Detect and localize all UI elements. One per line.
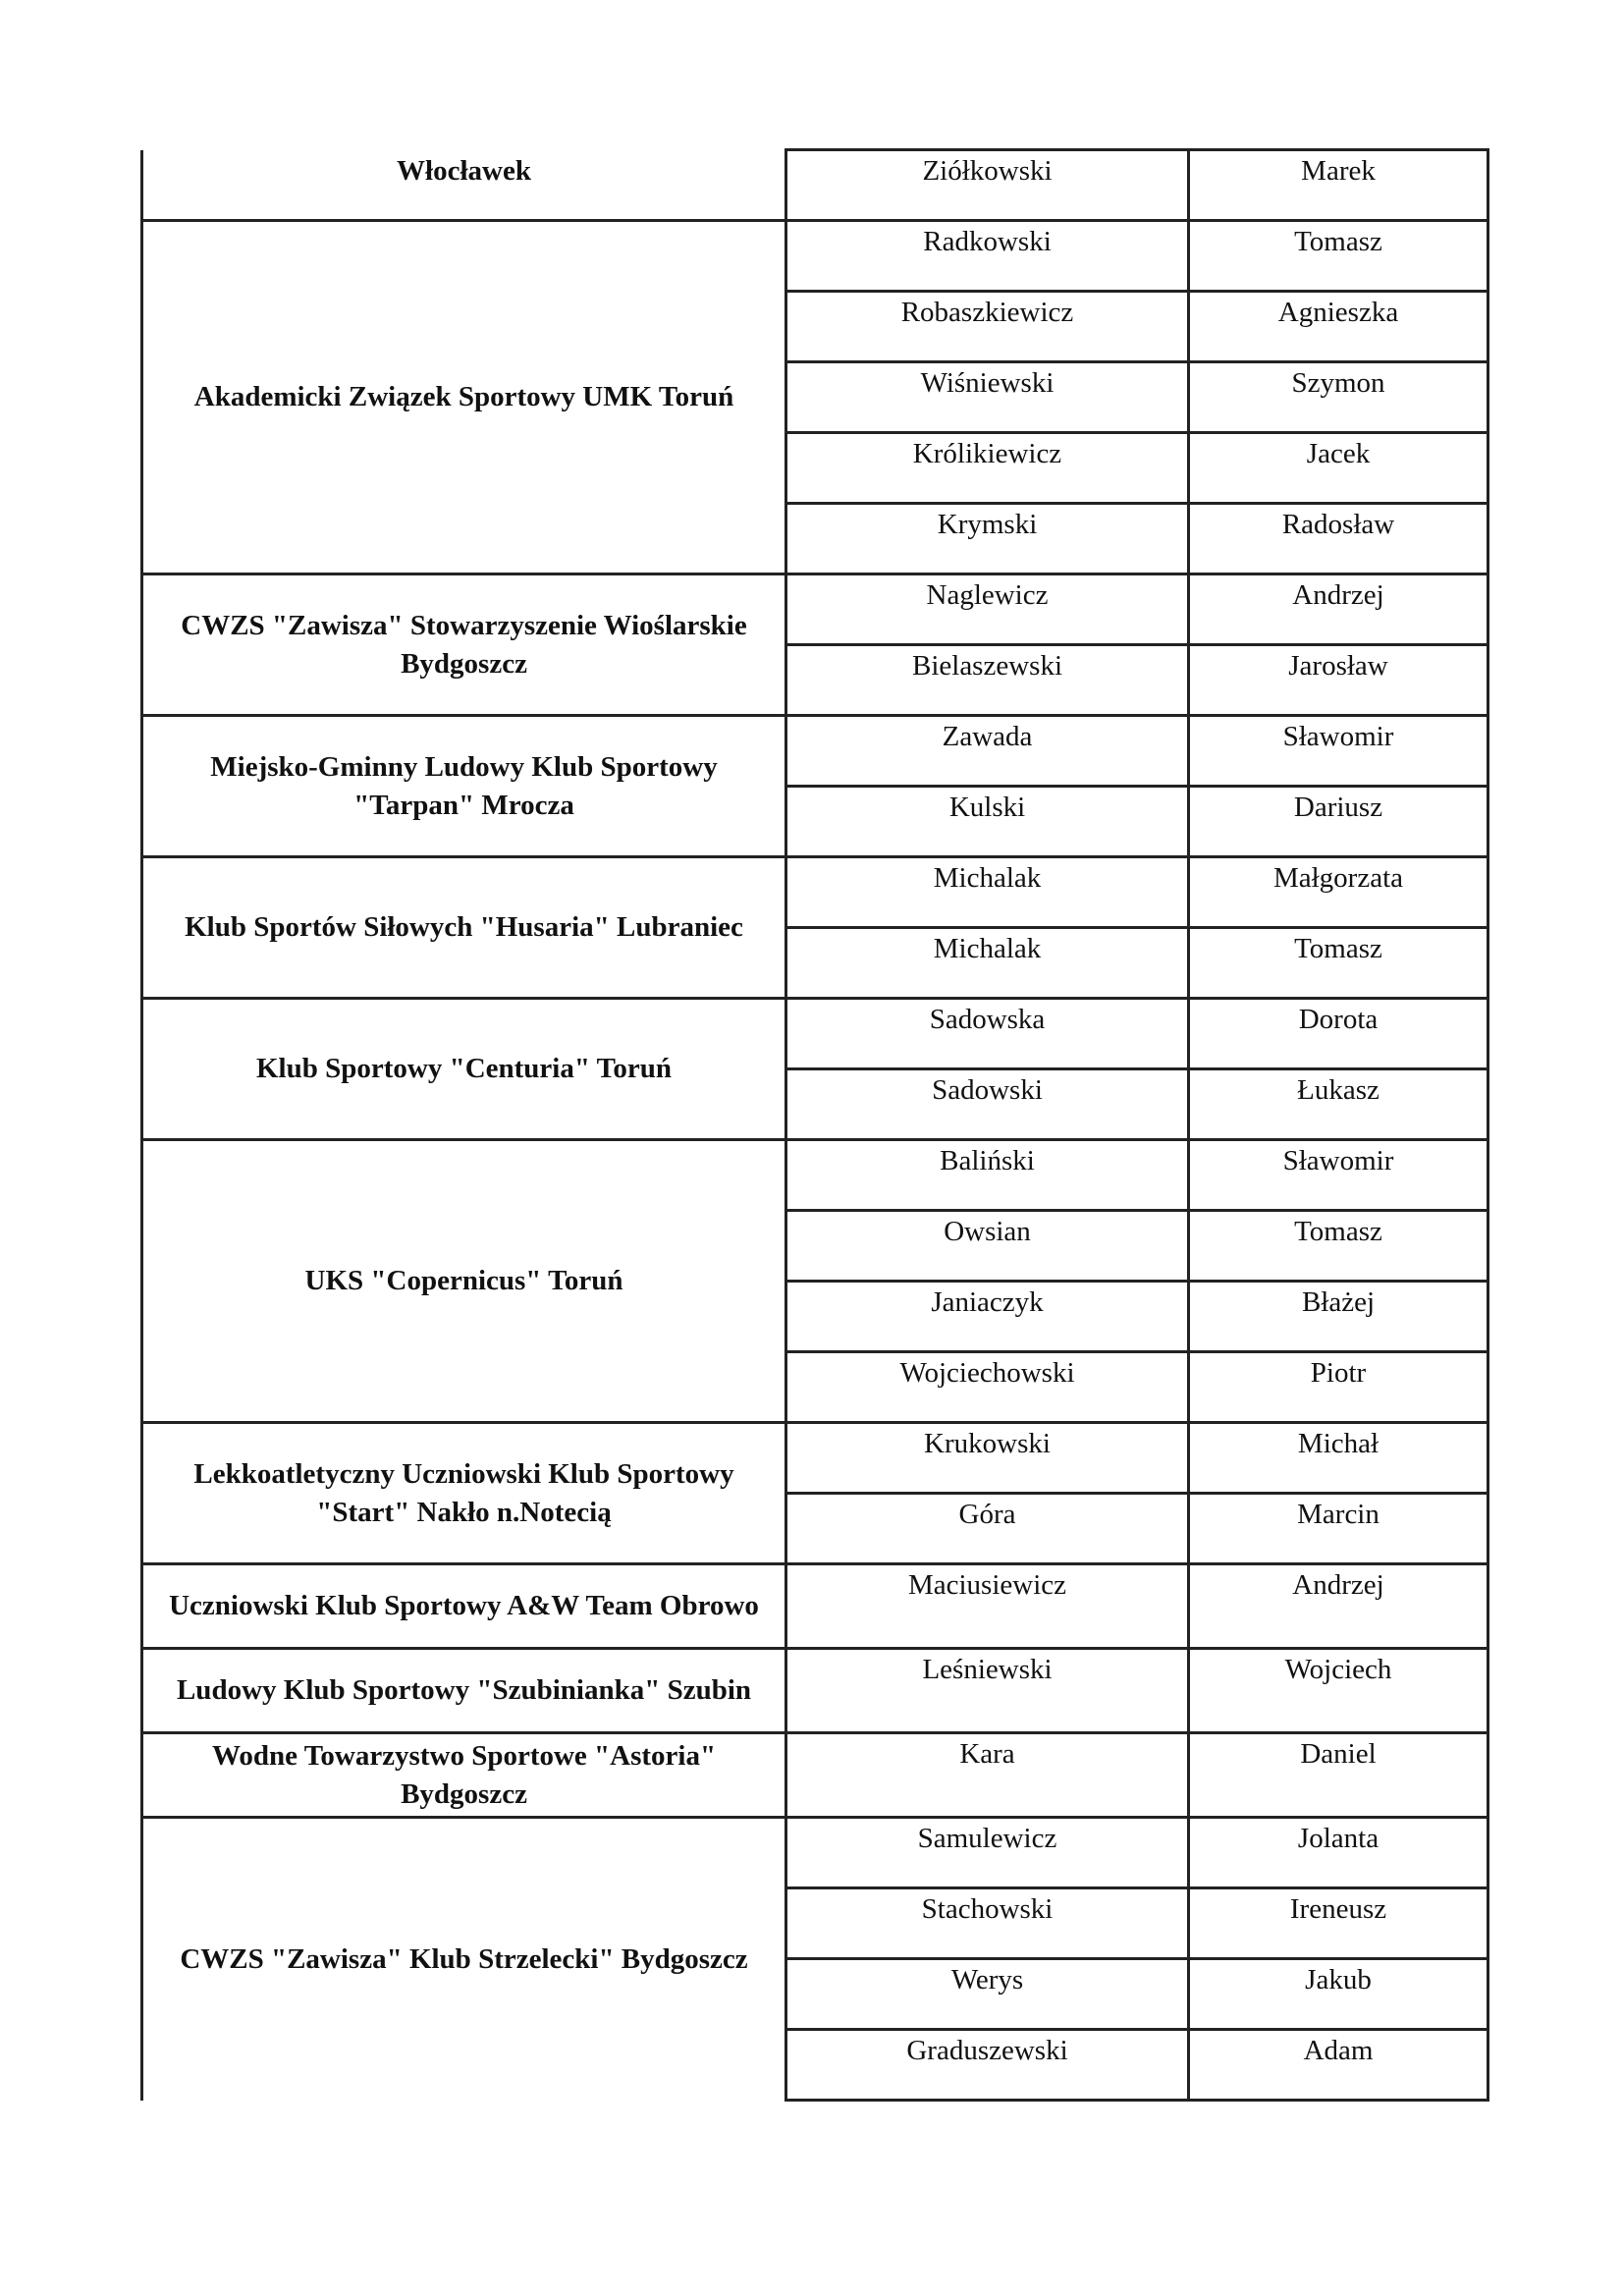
club-name-cell: UKS "Copernicus" Toruń xyxy=(142,1140,786,1423)
first-name-cell: Tomasz xyxy=(1189,928,1488,999)
surname-cell: Leśniewski xyxy=(786,1649,1189,1733)
first-name-cell: Ireneusz xyxy=(1189,1888,1488,1959)
first-name-cell: Błażej xyxy=(1189,1282,1488,1352)
surname-cell: Kulski xyxy=(786,787,1189,857)
first-name-cell: Daniel xyxy=(1189,1733,1488,1818)
members-table-body xyxy=(142,150,1488,2101)
first-name-cell: Agnieszka xyxy=(1189,292,1488,362)
club-name-cell: Ludowy Klub Sportowy "Szubinianka" Szubin xyxy=(142,1649,786,1733)
surname-cell: Stachowski xyxy=(786,1888,1189,1959)
first-name-cell: Michał xyxy=(1189,1423,1488,1494)
surname-cell: Krukowski xyxy=(786,1423,1189,1494)
club-name-cell: CWZS "Zawisza" Klub Strzelecki" Bydgoszcz xyxy=(142,1818,786,2101)
surname-cell: Michalak xyxy=(786,928,1189,999)
surname-cell: Bielaszewski xyxy=(786,645,1189,716)
surname-cell: Samulewicz xyxy=(786,1818,1189,1888)
surname-cell: Królikiewicz xyxy=(786,433,1189,504)
table-row xyxy=(142,999,1488,1069)
surname-cell: Naglewicz xyxy=(786,574,1189,645)
first-name-cell: Łukasz xyxy=(1189,1069,1488,1140)
first-name-cell: Dorota xyxy=(1189,999,1488,1069)
first-name-cell: Dariusz xyxy=(1189,787,1488,857)
surname-cell: Wiśniewski xyxy=(786,362,1189,433)
surname-cell: Ziółkowski xyxy=(786,150,1189,221)
club-name-cell: Akademicki Związek Sportowy UMK Toruń xyxy=(142,221,786,574)
surname-cell: Zawada xyxy=(786,716,1189,787)
table-row xyxy=(142,574,1488,645)
first-name-cell: Andrzej xyxy=(1189,574,1488,645)
surname-cell: Sadowska xyxy=(786,999,1189,1069)
surname-cell: Radkowski xyxy=(786,221,1189,292)
first-name-cell: Tomasz xyxy=(1189,221,1488,292)
surname-cell: Kara xyxy=(786,1733,1189,1818)
club-name-cell: CWZS "Zawisza" Stowarzyszenie Wioślarskie Bydgoszcz xyxy=(142,574,786,716)
first-name-cell: Jolanta xyxy=(1189,1818,1488,1888)
surname-cell: Graduszewski xyxy=(786,2030,1189,2101)
first-name-cell: Andrzej xyxy=(1189,1564,1488,1649)
first-name-cell: Jacek xyxy=(1189,433,1488,504)
club-name-cell: Lekkoatletyczny Uczniowski Klub Sportowy "Start" Nakło n.Notecią xyxy=(142,1423,786,1564)
table-row xyxy=(142,1733,1488,1818)
club-name-cell: Klub Sportowy "Centuria" Toruń xyxy=(142,999,786,1140)
first-name-cell: Szymon xyxy=(1189,362,1488,433)
first-name-cell: Adam xyxy=(1189,2030,1488,2101)
club-name-cell: Wodne Towarzystwo Sportowe "Astoria" Bydgoszcz xyxy=(142,1733,786,1818)
surname-cell: Krymski xyxy=(786,504,1189,574)
first-name-cell: Sławomir xyxy=(1189,716,1488,787)
club-name-cell: Miejsko-Gminny Ludowy Klub Sportowy "Tarpan" Mrocza xyxy=(142,716,786,857)
club-name-cell: Uczniowski Klub Sportowy A&W Team Obrowo xyxy=(142,1564,786,1649)
surname-cell: Robaszkiewicz xyxy=(786,292,1189,362)
surname-cell: Maciusiewicz xyxy=(786,1564,1189,1649)
first-name-cell: Tomasz xyxy=(1189,1211,1488,1282)
club-name-cell: Klub Sportów Siłowych "Husaria" Lubraniec xyxy=(142,857,786,999)
document-page xyxy=(140,148,1489,2102)
table-row xyxy=(142,221,1488,292)
first-name-cell: Radosław xyxy=(1189,504,1488,574)
table-row xyxy=(142,716,1488,787)
members-table xyxy=(140,148,1489,2102)
surname-cell: Baliński xyxy=(786,1140,1189,1211)
surname-cell: Owsian xyxy=(786,1211,1189,1282)
table-row xyxy=(142,1423,1488,1494)
first-name-cell: Jakub xyxy=(1189,1959,1488,2030)
first-name-cell: Marek xyxy=(1189,150,1488,221)
first-name-cell: Wojciech xyxy=(1189,1649,1488,1733)
first-name-cell: Piotr xyxy=(1189,1352,1488,1423)
surname-cell: Werys xyxy=(786,1959,1189,2030)
table-row xyxy=(142,1564,1488,1649)
table-row xyxy=(142,150,1488,221)
club-name-cell: Włocławek xyxy=(142,150,786,221)
table-row xyxy=(142,857,1488,928)
surname-cell: Janiaczyk xyxy=(786,1282,1189,1352)
surname-cell: Wojciechowski xyxy=(786,1352,1189,1423)
first-name-cell: Marcin xyxy=(1189,1494,1488,1564)
first-name-cell: Jarosław xyxy=(1189,645,1488,716)
surname-cell: Michalak xyxy=(786,857,1189,928)
first-name-cell: Małgorzata xyxy=(1189,857,1488,928)
table-row xyxy=(142,1140,1488,1211)
table-row xyxy=(142,1818,1488,1888)
surname-cell: Sadowski xyxy=(786,1069,1189,1140)
table-row xyxy=(142,1649,1488,1733)
surname-cell: Góra xyxy=(786,1494,1189,1564)
first-name-cell: Sławomir xyxy=(1189,1140,1488,1211)
